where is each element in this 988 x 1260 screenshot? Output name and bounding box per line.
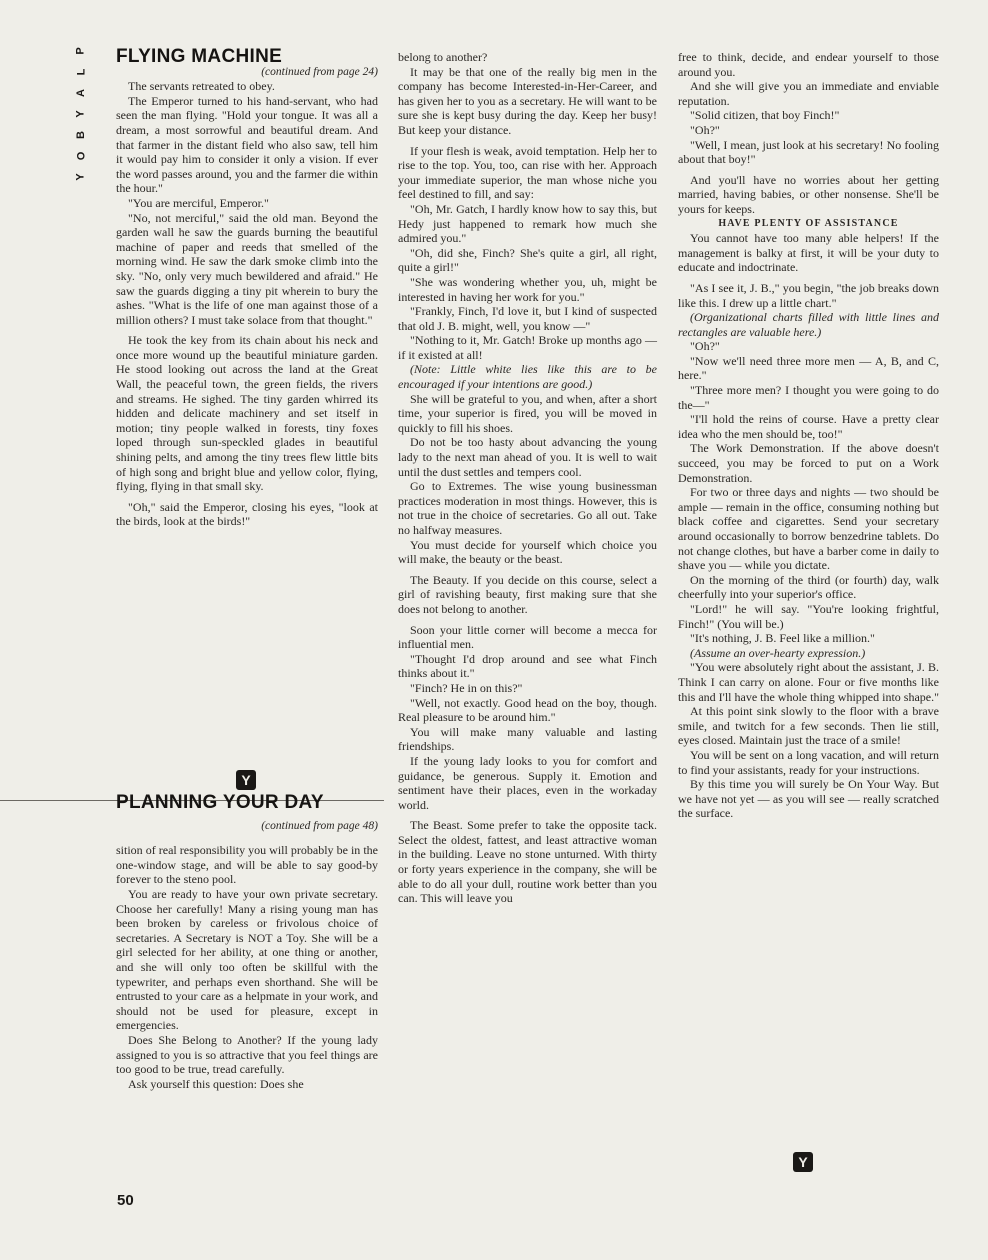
paragraph: The Emperor turned to his hand-servant, who had seen the man flying. "Hold your tongue. It was all a dream, a most sorrowful and beautiful dream. And that farmer in the distant field who also saw, tell him it would pay him to consider it only a vision. If ever the word passes around, you and the farmer die within the hour."	[116, 93, 378, 196]
paragraph: The Beauty. If you decide on this course, select a girl of ravishing beauty, first making sure that she does not belong to another.	[398, 572, 657, 616]
masthead-letter: L	[74, 68, 87, 76]
paragraph: You are ready to have your own private secretary. Choose her carefully! Many a rising young man has been broken by careless or frivolous choice of secretaries. A Secretary is NOT a Toy. She will be a girl selected for her ability, at one thing or another, and she will only too often be skillful with the typewriter, and perhaps even shorthand. She will be entrusted to your care as a helpmate in your work, and should not be used for pleasure, except in emergencies.	[116, 886, 378, 1033]
paragraph: If your flesh is weak, avoid temptation. Help her to rise to the top. You, too, can rise with her. Approach your immediate superior, the man whose niche you feel destined to fill, and say:	[398, 143, 657, 202]
paragraph: Does She Belong to Another? If the young lady assigned to you is so attractive that you feel things are too good to be true, tread carefully.	[116, 1032, 378, 1077]
paragraph: belong to another?	[398, 50, 488, 64]
paragraph: "Oh, Mr. Gatch, I hardly know how to say this, but Hedy just happened to remark how much she admired you."	[398, 201, 657, 246]
paragraph: "Now we'll need three more men — A, B, and C, here."	[678, 353, 939, 383]
article-flying-machine	[116, 46, 378, 529]
paragraph: Soon your little corner will become a mecca for influential men.	[398, 622, 657, 652]
paragraph: "Lord!" he will say. "You're looking frightful, Finch!" (You will be.)	[678, 601, 939, 631]
paragraph: You will be sent on a long vacation, and will return to find your assistants, ready for your instructions.	[678, 747, 939, 777]
paragraph: "Solid citizen, that boy Finch!"	[690, 108, 840, 123]
paragraph: For two or three days and nights — two should be ample — remain in the office, consuming nothing but black coffee and cigarettes. Send your secretary around occasionally to borrow benzedrine tablets. Do not change clothes, but have a barber come in daily to shave you — while you dictate.	[678, 485, 939, 573]
paragraph: "No, not merciful," said the old man. Beyond the garden wall he saw the guards burning the beautiful machine of paper and reeds that smelled of the morning wind. He saw the dark smoke climb into the sky. "No, only very much bewildered and afraid." He saw the guards digging a tiny pit wherein to bury the ashes. "What is the life of one man against those of a million others? I must take solace from that thought."	[116, 210, 378, 327]
paragraph: "You are merciful, Emperor."	[128, 195, 269, 210]
masthead-letter: O	[75, 151, 87, 161]
paragraph: "As I see it, J. B.," you begin, "the job breaks down like this. I drew up a little chart."	[678, 280, 939, 310]
paragraph: "Frankly, Finch, I'd love it, but I kind of suspected that old J. B. might, well, you know —"	[398, 304, 657, 333]
paragraph: "Finch? He in on this?"	[410, 680, 523, 695]
masthead-letter: Y	[75, 173, 87, 181]
paragraph: You will make many valuable and lasting friendships.	[398, 724, 657, 754]
paragraph: free to think, decide, and endear yourself to those around you.	[678, 50, 939, 79]
paragraph: "Thought I'd drop around and see what Finch thinks about it."	[398, 651, 657, 681]
article-title: PLANNING YOUR DAY	[116, 792, 324, 813]
paragraph: The Work Demonstration. If the above doesn't succeed, you may be forced to put on a Work Demonstration.	[678, 441, 939, 485]
paragraph: She will be grateful to you, and when, after a short time, your superior is fired, you will be moved in quickly to fill his shoes.	[398, 391, 657, 435]
paragraph: Go to Extremes. The wise young businessman practices moderation in most things. However, this is not true in the choice of secretaries. Go all out. Take no halfway measures.	[398, 479, 657, 537]
paragraph: "You were absolutely right about the assistant, J. B. Think I can carry on alone. Four or five months like this and I'll have the whole thing whipped into shape."	[678, 660, 940, 704]
paragraph: "Oh?"	[690, 339, 720, 354]
page-number: 50	[117, 1192, 134, 1209]
masthead-vertical	[72, 42, 90, 186]
paragraph: And you'll have no worries about her getting married, having babies, or other nonsense. She'll be yours for keeps.	[678, 172, 939, 216]
article-column-2	[398, 50, 657, 906]
paragraph: You cannot have too many able helpers! If the management is balky at first, it will be your duty to educate and indoctrinate.	[678, 231, 939, 275]
paragraph: (Note: Little white lies like this are to be encouraged if your intentions are good.)	[398, 362, 657, 392]
paragraph: By this time you will surely be On Your Way. But we have not yet — as you will see — really scratched the surface.	[678, 777, 939, 821]
article-column-3	[678, 50, 939, 821]
paragraph: He took the key from its chain about his neck and once more wound up the beautiful miniature garden. He stood looking out across the land at the Great Wall, the peaceful town, the green fields, the rivers and streams. He sighed. The tiny garden whirred its hidden and delicate machinery and set itself in motion; tiny people walked in forests, tiny foxes loped through sun-speckled glades in beautiful shining pelts, and among the tiny trees flew little bits of high song and bright blue and yellow color, flying, flying, flying in that small sky.	[116, 333, 378, 494]
masthead-letter: B	[74, 131, 87, 139]
paragraph: And she will give you an immediate and enviable reputation.	[678, 79, 939, 108]
paragraph: "Oh," said the Emperor, closing his eyes, "look at the birds, look at the birds!"	[116, 499, 378, 529]
paragraph: You must decide for yourself which choice you will make, the beauty or the beast.	[398, 537, 657, 567]
paragraph: sition of real responsibility you will probably be in the one-window stage, and will be able to say good-by forever to the steno pool.	[116, 843, 378, 887]
paragraph: "Well, not exactly. Good head on the boy, though. Real pleasure to be around him."	[398, 695, 657, 725]
paragraph: Ask yourself this question: Does she	[128, 1076, 304, 1091]
paragraph: "Oh?"	[690, 122, 720, 137]
masthead-letter: Y	[75, 110, 87, 118]
paragraph: (Organizational charts filled with little lines and rectangles are valuable here.)	[678, 310, 939, 339]
playboy-rabbit-logo-icon: Y	[236, 770, 256, 790]
paragraph: If the young lady looks to you for comfort and guidance, be generous. Supply it. Emotion and sentiment have their places, even in the workaday world.	[398, 753, 657, 812]
paragraph: It may be that one of the really big men in the company has become Interested-in-Her-Career, and has given her to you as a secretary. He will want to be sure she is kept busy during the day. Keep her busy! But keep your distance.	[398, 64, 657, 137]
masthead-letter: A	[74, 89, 87, 97]
paragraph: At this point sink slowly to the floor with a brave smile, and twitch for a few seconds. Then lie still, eyes closed. Maintain just the trace of a smile!	[678, 704, 939, 748]
paragraph: "She was wondering whether you, uh, might be interested in having her work for you."	[398, 274, 657, 304]
paragraph: "Nothing to it, Mr. Gatch! Broke up months ago — if it existed at all!	[398, 333, 657, 362]
masthead-letter: P	[75, 47, 87, 55]
subheading: HAVE PLENTY OF ASSISTANCE	[718, 217, 899, 229]
paragraph: "Well, I mean, just look at his secretary! No fooling about that boy!"	[678, 137, 939, 167]
paragraph: Do not be too hasty about advancing the young lady to the next man ahead of you. It is well to wait until the dust settles and tempers cool.	[398, 435, 657, 479]
playboy-rabbit-logo-icon: Y	[793, 1152, 813, 1172]
continued-note: (continued from page 48)	[261, 819, 378, 832]
paragraph: On the morning of the third (or fourth) day, walk cheerfully into your superior's office.	[678, 572, 939, 602]
paragraph: "Three more men? I thought you were going to do the—"	[678, 383, 939, 412]
paragraph: "It's nothing, J. B. Feel like a million."	[690, 631, 875, 646]
paragraph: The servants retreated to obey.	[128, 79, 275, 94]
article-title: FLYING MACHINE	[116, 46, 283, 67]
paragraph: "I'll hold the reins of course. Have a pretty clear idea who the men should be, too!"	[678, 412, 939, 441]
continued-note: (continued from page 24)	[261, 65, 378, 78]
article-planning-your-day	[116, 792, 378, 1091]
paragraph: (Assume an over-hearty expression.)	[690, 645, 866, 660]
paragraph: "Oh, did she, Finch? She's quite a girl, all right, quite a girl!"	[398, 245, 657, 275]
paragraph: The Beast. Some prefer to take the opposite tack. Select the oldest, fattest, and least attractive woman in the building. Leave no stone unturned. With thirty or forty years experience in the company, she will be able to do all your dull, routine work better than you can. This will leave you	[398, 818, 657, 906]
